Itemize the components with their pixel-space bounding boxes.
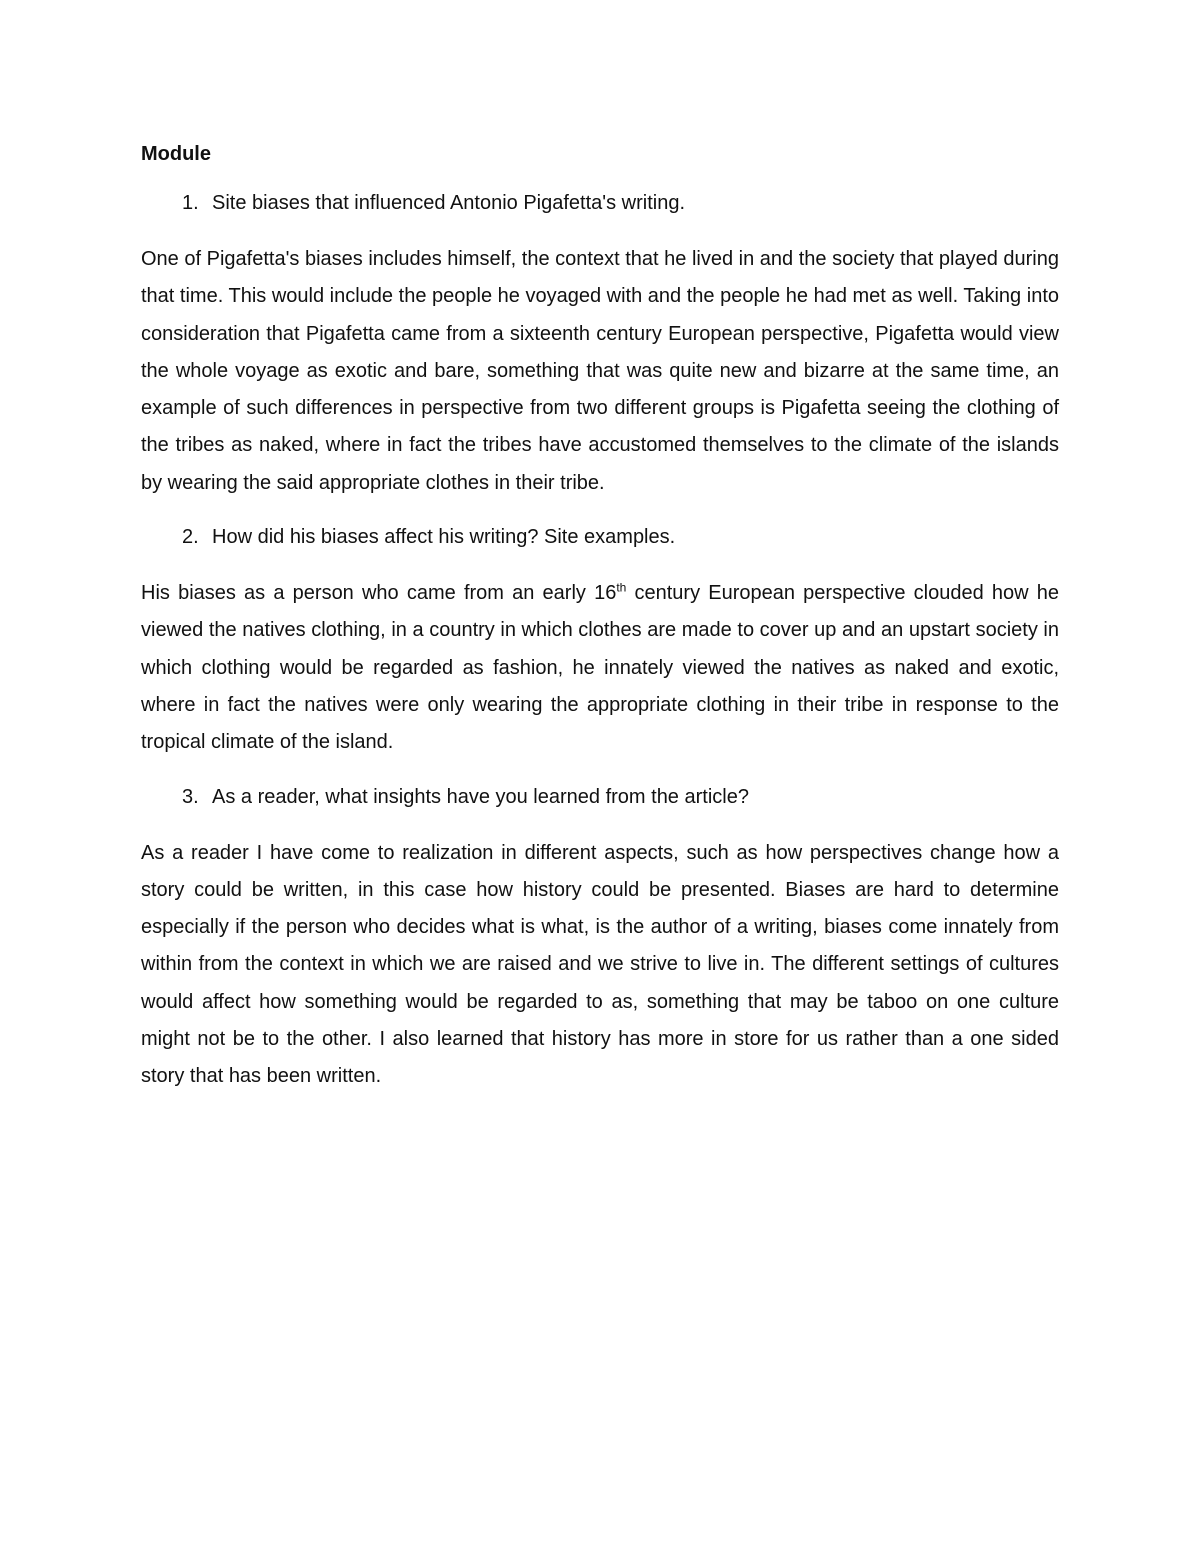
document-body <box>141 138 1059 1115</box>
question-1 <box>141 187 1059 219</box>
question-text: As a reader, what insights have you learned from the article? <box>212 785 749 808</box>
question-2 <box>141 521 1059 553</box>
question-text: How did his biases affect his writing? Site examples. <box>212 526 676 549</box>
answer-text-part: century European perspective clouded how he viewed the natives clothing, in a country in which clothes are made to cover up and an upstart society in which clothing would be regarded as fashion, he innately viewed the natives as naked and exotic, where in fact the natives were only wearing the appropriate clothing in their tribe in response to the tropical climate of the island. <box>141 582 1059 754</box>
question-number: 2. <box>182 526 199 549</box>
answer-text-part: His biases as a person who came from an early 16 <box>141 582 617 605</box>
question-text: Site biases that influenced Antonio Pigafetta's writing. <box>212 192 685 214</box>
question-number: 1. <box>182 192 199 214</box>
superscript: th <box>616 580 627 595</box>
question-3 <box>141 781 1059 813</box>
document-title: Module <box>141 143 211 165</box>
answer-3: As a reader I have come to realization in different aspects, such as how perspectives change how a story could be written, in this case how history could be presented. Biases are hard to determine especially if the person who decides what is what, is the author of a writing, biases come innately from within from the context in which we are raised and we strive to live in. The different settings of cultures would affect how something would be regarded to as, something that may be taboo on one culture might not be to the other. I also learned that history has more in store for us rather than a one sided story that has been written. <box>141 841 1059 1088</box>
answer-2 <box>141 575 1059 761</box>
question-number: 3. <box>182 785 199 808</box>
answer-1: One of Pigafetta's biases includes himself, the context that he lived in and the society that played during that time. This would include the people he voyaged with and the people he had met as well. Taking into consideration that Pigafetta came from a sixteenth century European perspective, Pigafetta would view the whole voyage as exotic and bare, something that was quite new and bizarre at the same time, an example of such differences in perspective from two different groups is Pigafetta seeing the clothing of the tribes as naked, where in fact the tribes have accustomed themselves to the climate of the islands by wearing the said appropriate clothes in their tribe. <box>141 248 1059 494</box>
